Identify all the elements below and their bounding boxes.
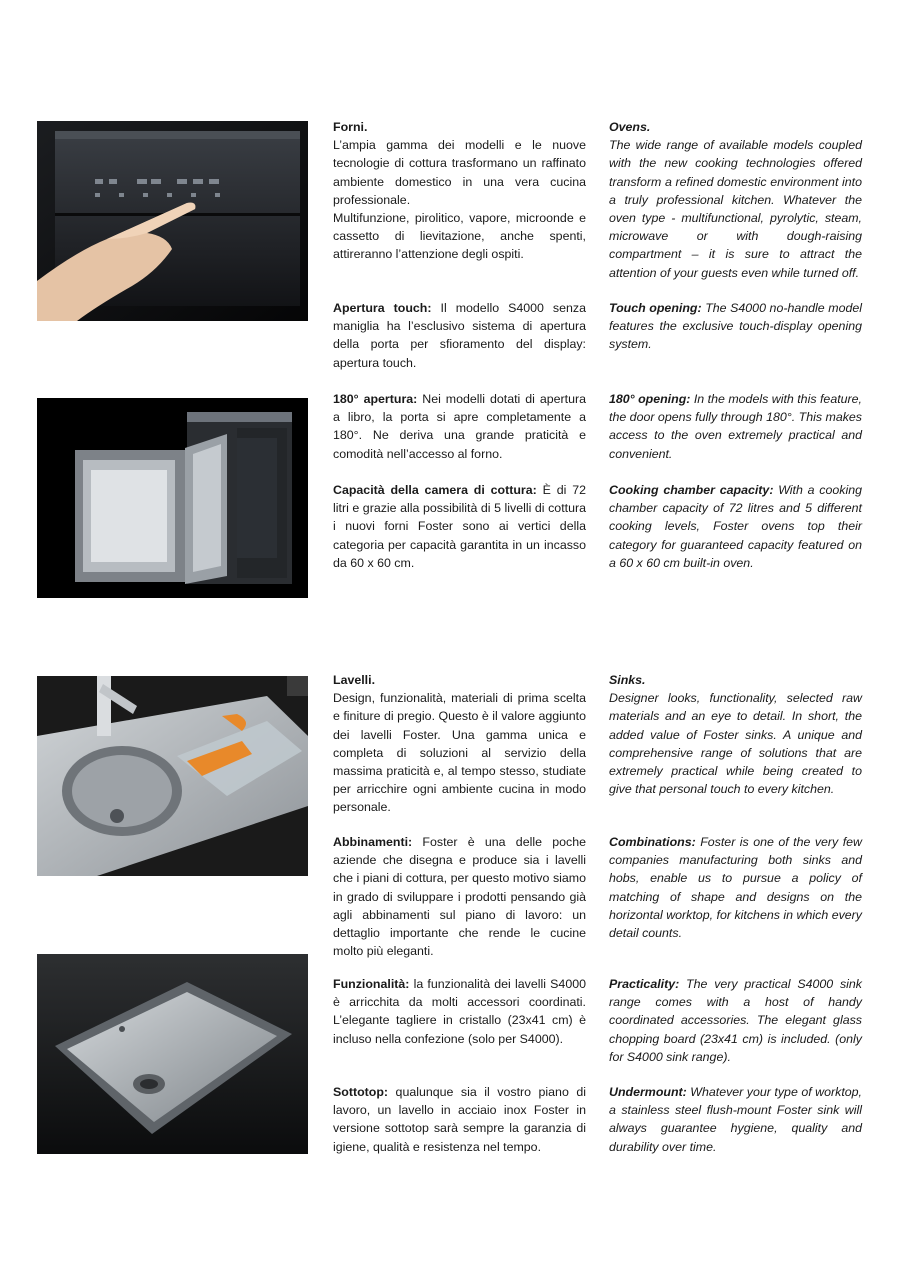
opening-180-it	[333, 390, 586, 463]
ovens-title-en: Ovens.	[609, 120, 651, 134]
opening-180-label-it: 180° apertura:	[333, 392, 418, 406]
undermount-it	[333, 1083, 586, 1156]
combinations-en	[609, 833, 862, 942]
touch-opening-it	[333, 299, 586, 372]
practicality-label-it: Funzionalità:	[333, 977, 410, 991]
opening-180-label-en: 180° opening:	[609, 392, 691, 406]
sinks-intro-en: Designer looks, functionality, selected raw materials and an eye to detail. In short, the added value of Foster sinks. A unique and comprehensive range of solutions that are extremely practical while being created to give that personal touch to every kitchen.	[609, 691, 862, 797]
capacity-it	[333, 481, 586, 572]
combinations-it	[333, 833, 586, 960]
touch-opening-en	[609, 299, 862, 354]
touch-opening-label-it: Apertura touch:	[333, 301, 432, 315]
undermount-label-it: Sottotop:	[333, 1085, 389, 1099]
double-sink-photo	[37, 676, 308, 876]
ovens-types-it: Multifunzione, pirolitico, vapore, microonde e cassetto di lievitazione, anche spenti, attireranno l’attenzione degli ospiti.	[333, 211, 586, 262]
capacity-text-it: È di 72 litri e grazie alla possibilità di 5 livelli di cottura i nuovi forni Foster sono ai vertici della categoria per capacità garantita in un incasso da 60 x 60 cm.	[333, 483, 586, 570]
opening-180-text-en: In the models with this feature, the door opens fully through 180°. This makes access to the oven extremely practical and convenient.	[609, 392, 863, 461]
opening-180-en	[609, 390, 862, 463]
ovens-italian-column	[333, 118, 586, 264]
sinks-english-column	[609, 671, 862, 798]
combinations-label-it: Abbinamenti:	[333, 835, 413, 849]
opening-180-text-it: Nei modelli dotati di apertura a libro, la porta si apre completamente a 180°. Ne deriva una grande praticità e comodità nell’accesso al forno.	[333, 392, 586, 461]
practicality-en	[609, 975, 862, 1066]
undermount-text-en: Whatever your type of worktop, a stainless steel flush-mount Foster sink will always guarantee hygiene, quality and durability over time.	[609, 1085, 862, 1154]
ovens-intro-it: L’ampia gamma dei modelli e le nuove tecnologie di cottura trasformano un raffinato ambiente domestico in una vera cucina professionale.	[333, 138, 586, 207]
practicality-text-it: la funzionalità dei lavelli S4000 è arricchita da molti accessori coordinati. L’elegante tagliere in cristallo (23x41 cm) è incluso nella confezione (solo per S4000).	[333, 977, 586, 1046]
undermount-sink-photo	[37, 954, 308, 1154]
undermount-label-en: Undermount:	[609, 1085, 687, 1099]
capacity-label-it: Capacità della camera di cottura:	[333, 483, 537, 497]
undermount-text-it: qualunque sia il vostro piano di lavoro, un lavello in acciaio inox Foster in versione sottotop sarà sempre la garanzia di igiene, qualità e resistenza nel tempo.	[333, 1085, 586, 1154]
oven-touch-photo	[37, 121, 308, 321]
touch-opening-label-en: Touch opening:	[609, 301, 702, 315]
oven-open-photo	[37, 398, 308, 598]
combinations-label-en: Combinations:	[609, 835, 696, 849]
ovens-english-column	[609, 118, 862, 282]
sinks-title-it: Lavelli.	[333, 673, 376, 687]
sinks-intro-it: Design, funzionalità, materiali di prima scelta e finiture di pregio. Questo è il valore aggiunto dei lavelli Foster. Una gamma unica e completa di soluzioni al servizio della massima praticità e, al tempo stesso, studiate per arricchire ogni ambiente cucina in modo personale.	[333, 691, 586, 815]
touch-opening-text-it: Il modello S4000 senza maniglia ha l’esclusivo sistema di apertura della porta per sfioramento del display: apertura touch.	[333, 301, 586, 370]
practicality-it	[333, 975, 586, 1048]
undermount-en	[609, 1083, 862, 1156]
combinations-text-it: Foster è una delle poche aziende che disegna e produce sia i lavelli che i piani di cottura, per questo motivo siamo in grado di sviluppare i prodotti pensando già agli abbinamenti sul piano di lavoro: un dettaglio importante che rende le cucine molto più eleganti.	[333, 835, 586, 959]
capacity-text-en: With a cooking chamber capacity of 72 litres and 5 different cooking levels, Foster ovens top their category for guaranteed capacity featured on a 60 x 60 cm built-in oven.	[609, 483, 862, 570]
ovens-title-it: Forni.	[333, 120, 368, 134]
sinks-italian-column	[333, 671, 586, 817]
ovens-intro-en: The wide range of available models coupled with the new cooking technologies offered transform a refined domestic environment into a truly professional kitchen. Whatever the oven type - multifunctional, pyrolytic, steam, microwave or with dough-raising compartment – it is sure to attract the attention of your guests even while turned off.	[609, 138, 862, 280]
practicality-text-en: The very practical S4000 sink range comes with a host of handy coordinated accessories. The elegant glass chopping board (23x41 cm) is included. (only for S4000 sink range).	[609, 977, 862, 1064]
capacity-en	[609, 481, 862, 572]
touch-opening-text-en: The S4000 no-handle model features the exclusive touch-display opening system.	[609, 301, 862, 352]
practicality-label-en: Practicality:	[609, 977, 680, 991]
capacity-label-en: Cooking chamber capacity:	[609, 483, 774, 497]
sinks-title-en: Sinks.	[609, 673, 646, 687]
combinations-text-en: Foster is one of the very few companies manufacturing both sinks and hobs, enable us to pursue a policy of matching of shape and designs on the horizontal worktop, for kitchens in which every detail counts.	[609, 835, 862, 941]
